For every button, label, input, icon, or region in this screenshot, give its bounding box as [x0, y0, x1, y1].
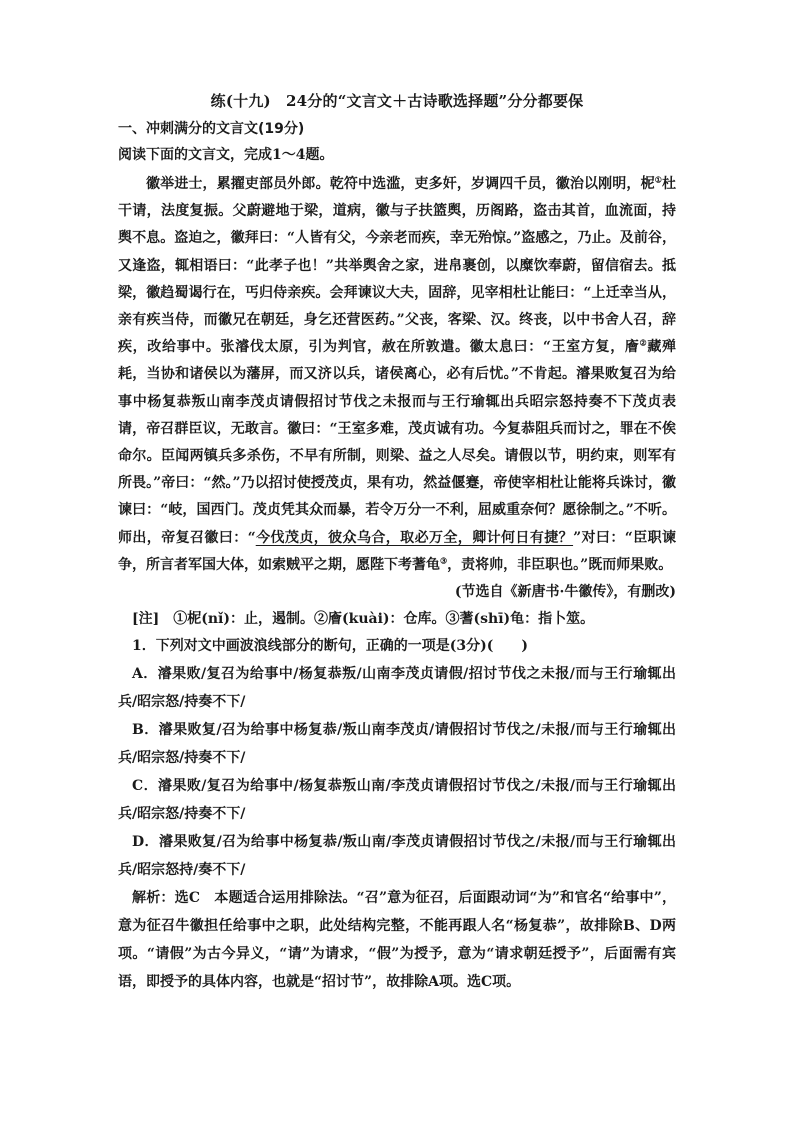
passage-source: (节选自《新唐书·牛徽传》，有删改)	[454, 584, 676, 601]
question-1: 1．下列对文中画波浪线部分的断句，正确的一项是(3分)( )	[132, 638, 528, 655]
exercise-title: 练(十九) 24分的“文言文＋古诗歌选择题”分分都要保	[210, 92, 584, 110]
annotation-notes: [注] ①柅(nǐ)：止，遏制。②廥(kuài)：仓库。③蓍(shī)龟：指卜筮。	[132, 611, 595, 628]
classical-passage	[118, 171, 676, 579]
option-d: D．濬果败复/召为给事中杨复恭/叛山南/李茂贞请假招讨节伐之/未报/而与王行瑜辄出兵/昭宗怒持/奏不下/	[118, 834, 676, 879]
option-a: A．濬果败/复召为给事中/杨复恭叛/山南李茂贞请假/招讨节伐之未报/而与王行瑜辄出兵/昭宗怒/持奏不下/	[118, 666, 676, 711]
passage-part-5: ，责将帅，非臣职也。”既而师果败。	[447, 556, 673, 573]
document-page	[118, 88, 676, 996]
note-marker-3: ③	[440, 555, 448, 566]
underlined-sentence: 今伐茂贞，彼众乌合，取必万全，卿计何日有捷？	[255, 529, 574, 546]
passage-part-2: 杜干请，法度复振。父蔚避地于梁，道病，徽与子扶篮舆，历阁路，盗击其首，血流面，持舆不息。盗迫之，徽拜曰：“人皆有父，今亲老而疾，幸无殆惊。”盗感之，乃止。及前谷，又逢盗，辄相语曰：“此孝子也！”共举舆舍之家，进帛裹创，以糜饮奉蔚，留信宿去。抵梁，徽趋蜀谒行在，丐归侍亲疾。会拜谏议大夫，固辞，见宰相杜让能曰：“上迁幸当从，亲有疾当侍，而徽兄在朝廷，身乞还营医药。”父丧，客梁、汉。终丧，以中书舍人召，辞疾，改给事中。张濬伐太原，引为判官，赦在所敦遣。徽太息曰：“王室方复，	[118, 176, 677, 356]
option-b: B．濬果败复/召为给事中杨复恭/叛山南李茂贞/请假招讨节伐之/未报/而与王行瑜辄出兵/昭宗怒/持奏不下/	[118, 722, 676, 767]
passage-part-1: 徽举进士，累擢吏部员外郎。乾符中选滥，吏多奸，岁调四千员，徽治以刚明，	[146, 176, 641, 192]
annotated-char-kuai: 廥	[624, 339, 640, 356]
passage-part-3: 藏殚耗，当协和诸侯以为藩屏，而又济以兵，诸侯离心，必有后忧。”不肯起。濬果败复召为给事中杨复恭叛山南李茂贞请假招讨节伐之未报而与王行瑜辄出兵昭宗怒持奏不下茂贞表请，帝召群臣议，无敢言。徽曰：“王室多难，茂贞诚有功。今复恭阻兵而讨之，罪在不俟命尔。臣闻两镇兵多杀伤，不早有所制，则梁、益之人尽矣。请假以节，明约束，则军有所畏。”帝曰：“然。”乃以招讨使授茂贞，果有功，然益偃蹇，帝使宰相杜让能将兵诛讨，徽谏曰：“岐，国西门。茂贞凭其众而暴，若令万分一不利，屈威重奈何？愿徐制之。”不听。师出，帝复召徽曰：“	[118, 339, 677, 546]
reading-instruction: 阅读下面的文言文，完成1～4题。	[118, 147, 334, 163]
annotated-char-ni: 柅	[640, 176, 655, 192]
note-marker-2: ②	[639, 337, 648, 348]
option-c: C．濬果败/复召为给事中/杨复恭叛山南/李茂贞请假招讨节伐之/未报/而与王行瑜辄出兵/昭宗怒/持奏不下/	[118, 778, 676, 823]
section-heading: 一、冲刺满分的文言文(19分)	[118, 121, 305, 137]
passage-part-4: ”对曰：“臣职谏争，所言者军国大体，如索贼平之期，愿陛下考蓍龟	[118, 529, 677, 573]
answer-analysis: 解析：选C 本题适合运用排除法。“召”意为征召，后面跟动词“为”和官名“给事中”，意为征召牛徽担任给事中之职，此处结构完整，不能再跟人名“杨复恭”，故排除B、D两项。“请假”为古今异义，“请”为请求，“假”为授予，意为“请求朝廷授予”，后面需有宾语，即授予的具体内容，也就是“招讨节”，故排除A项。选C项。	[118, 890, 676, 991]
note-marker-1: ①	[654, 174, 663, 185]
